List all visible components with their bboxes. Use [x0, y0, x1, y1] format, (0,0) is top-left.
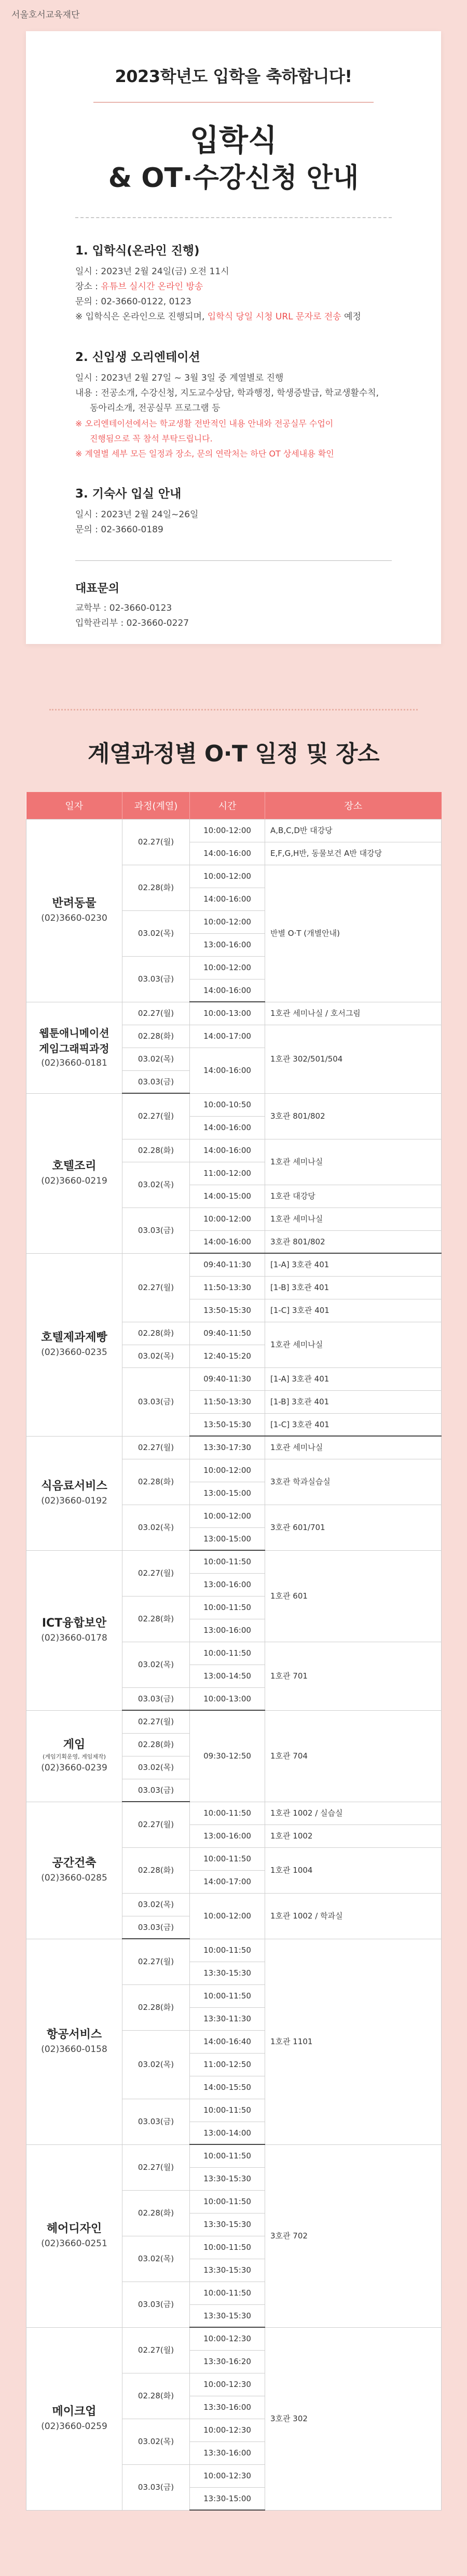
time-cell: 13:30-15:30: [190, 2213, 265, 2236]
time-cell: 10:00-11:50: [190, 2144, 265, 2167]
date-cell: 02.27(월): [122, 1939, 190, 1984]
time-cell: 11:00-12:50: [190, 2053, 265, 2076]
dept-phone: (02)3660-0219: [41, 1176, 107, 1186]
table-row: [26, 1002, 442, 1025]
time-cell: 10:00-12:00: [190, 1505, 265, 1527]
date-cell: 03.03(금): [122, 1070, 190, 1093]
schedule-table-wrap: [26, 792, 441, 2511]
time-cell: 14:00-15:00: [190, 1185, 265, 1208]
table-row: [26, 1436, 442, 1459]
date-cell: 03.03(금): [122, 2464, 190, 2510]
dept-name: 게임: [63, 1738, 86, 1751]
dept-phone: (02)3660-0178: [41, 1633, 107, 1643]
table-body: [26, 819, 442, 2510]
place-cell: 3호관 801/802: [265, 1093, 442, 1139]
date-cell: 02.27(월): [122, 2327, 190, 2373]
place-cell: [1-A] 3호관 401: [265, 1367, 442, 1390]
date-cell: 03.02(목): [122, 1162, 190, 1208]
time-cell: 10:00-11:50: [190, 1939, 265, 1962]
dept-cell: [26, 1436, 122, 1550]
place-cell: 1호관 1002 / 실습실: [265, 1802, 442, 1824]
dept-phone: (02)3660-0259: [41, 2421, 107, 2432]
dept-cell: [26, 1710, 122, 1802]
place-cell: 1호관 302/501/504: [265, 1025, 442, 1093]
section-heading: 3. 기숙사 입실 안내: [75, 487, 182, 501]
time-cell: 13:00-14:50: [190, 1665, 265, 1687]
date-cell: 02.27(월): [122, 819, 190, 865]
dept-cell: [26, 2327, 122, 2510]
date-cell: 02.28(화): [122, 2373, 190, 2419]
time-cell: 10:00-11:50: [190, 2282, 265, 2304]
date-cell: 02.27(월): [122, 2144, 190, 2190]
dept-cell: [26, 1802, 122, 1939]
note-prefix: ※ 입학식은 온라인으로 진행되며,: [75, 311, 208, 322]
place-cell: A,B,C,D반 대강당: [265, 819, 442, 842]
time-cell: 13:00-15:00: [190, 1482, 265, 1505]
date-cell: 03.02(목): [122, 1345, 190, 1367]
time-cell: 10:00-11:50: [190, 2190, 265, 2213]
time-cell: 11:00-12:00: [190, 1162, 265, 1185]
date-cell: 03.02(목): [122, 1756, 190, 1779]
section-orientation: [75, 347, 392, 461]
date-cell: 03.03(금): [122, 1208, 190, 1253]
dept-phone: (02)3660-0158: [41, 2044, 107, 2055]
date-cell: 02.28(화): [122, 1025, 190, 1048]
dept-name: 식음료서비스: [41, 1480, 107, 1493]
date-cell: 02.28(화): [122, 1596, 190, 1642]
place-cell: [1-A] 3호관 401: [265, 1253, 442, 1276]
time-cell: 10:00-11:50: [190, 1596, 265, 1619]
dept-name: 웹툰애니메이션: [39, 1027, 109, 1039]
dept-name: 반려동물: [52, 897, 97, 910]
dept-name: 공간건축: [52, 1857, 97, 1870]
table-row: [26, 1253, 442, 1276]
time-cell: 13:00-15:00: [190, 1527, 265, 1550]
date-cell: 02.28(화): [122, 1139, 190, 1162]
time-cell: 10:00-11:50: [190, 2099, 265, 2122]
section-heading: 1. 입학식(온라인 진행): [75, 244, 200, 258]
place-cell: [1-B] 3호관 401: [265, 1390, 442, 1413]
time-cell: 13:30-15:30: [190, 2259, 265, 2282]
table-row: [26, 819, 442, 842]
time-cell: 13:00-16:00: [190, 1619, 265, 1642]
date-cell: 03.03(금): [122, 1916, 190, 1939]
dept-name: 호텔제과제빵: [41, 1331, 107, 1344]
dept-cell: [26, 1253, 122, 1436]
time-cell: 13:30-15:30: [190, 1962, 265, 1984]
date-cell: 02.28(화): [122, 865, 190, 910]
place-cell: 1호관 1004: [265, 1847, 442, 1893]
orientation-content: 내용 : 전공소개, 수강신청, 지도교수상담, 학과행정, 학생증발급, 학교생활수칙,: [75, 387, 379, 398]
date-cell: 02.27(월): [122, 1253, 190, 1322]
time-cell: 13:30-16:00: [190, 2396, 265, 2419]
place-cell: 1호관 대강당: [265, 1185, 442, 1208]
place-prefix: 장소 :: [75, 281, 101, 292]
time-cell: 10:00-11:50: [190, 1984, 265, 2007]
header-date: 과정(계열): [122, 792, 190, 819]
time-cell: 10:00-11:50: [190, 1642, 265, 1665]
time-cell: 10:00-12:00: [190, 956, 265, 979]
place-cell: 1호관 세미나실: [265, 1322, 442, 1367]
time-cell: 10:00-12:00: [190, 1208, 265, 1230]
time-cell: 13:50-15:30: [190, 1299, 265, 1322]
note-suffix: 예정: [341, 311, 361, 322]
dorm-date: 일시 : 2023년 2월 24일~26일: [75, 509, 199, 520]
time-cell: 10:00-12:00: [190, 910, 265, 933]
dept-cell: [26, 1939, 122, 2144]
congrats-heading: 2023학년도 입학을 축하합니다!: [115, 66, 352, 86]
time-cell: 09:30-12:50: [190, 1710, 265, 1802]
place-cell: 1호관 701: [265, 1642, 442, 1710]
dept-cell: [26, 2144, 122, 2327]
time-cell: 13:00-16:00: [190, 933, 265, 956]
date-cell: 02.27(월): [122, 1802, 190, 1847]
time-cell: 13:00-14:00: [190, 2122, 265, 2144]
place-cell: [1-C] 3호관 401: [265, 1299, 442, 1322]
time-cell: 10:00-11:50: [190, 1802, 265, 1824]
dept-name-line2: 게임그래픽과정: [39, 1042, 109, 1055]
time-cell: 10:00-12:00: [190, 1459, 265, 1482]
date-cell: 03.03(금): [122, 1779, 190, 1802]
date-cell: 03.02(목): [122, 2419, 190, 2464]
date-cell: 02.28(화): [122, 1847, 190, 1893]
notice-card: [26, 31, 441, 644]
table-row: [26, 2327, 442, 2350]
dept-name: ICT융합보안: [42, 1617, 107, 1630]
dept-cell: [26, 1550, 122, 1710]
date-cell: 02.27(월): [122, 1710, 190, 1733]
dept-phone: (02)3660-0230: [41, 913, 107, 923]
brand-label: 서울호서교육재단: [11, 10, 80, 20]
date-cell: 03.02(목): [122, 2236, 190, 2282]
time-cell: 09:40-11:30: [190, 1367, 265, 1390]
table-header-row: [26, 792, 442, 819]
time-cell: 13:30-15:30: [190, 2304, 265, 2327]
time-cell: 14:00-16:00: [190, 888, 265, 910]
date-cell: 03.02(목): [122, 1893, 190, 1916]
dept-name: 호텔조리: [52, 1160, 97, 1173]
place-cell: 3호관 302: [265, 2327, 442, 2510]
time-cell: 10:00-10:50: [190, 1093, 265, 1116]
time-cell: 09:40-11:30: [190, 1253, 265, 1276]
dorm-inquiry: 문의 : 02-3660-0189: [75, 524, 163, 535]
date-cell: 03.03(금): [122, 2099, 190, 2144]
section-dormitory: [75, 484, 392, 538]
section-heading: 2. 신입생 오리엔테이션: [75, 350, 200, 364]
time-cell: 14:00-16:00: [190, 979, 265, 1002]
date-cell: 02.27(월): [122, 1002, 190, 1025]
time-cell: 13:50-15:30: [190, 1413, 265, 1436]
orientation-note: ※ 오리엔테이션에서는 학교생활 전반적인 내용 안내와 전공실무 수업이: [75, 418, 334, 428]
main-title-line1: 입학식: [189, 123, 278, 158]
place-cell: E,F,G,H반, 동물보건 A반 대강당: [265, 842, 442, 865]
place-cell: 1호관 601: [265, 1550, 442, 1642]
time-cell: 09:40-11:50: [190, 1322, 265, 1345]
table-row: [26, 1802, 442, 1824]
divider: [93, 102, 374, 103]
dept-phone: (02)3660-0285: [41, 1873, 107, 1883]
time-cell: 10:00-11:50: [190, 1550, 265, 1573]
contact-line: 입학관리부 : 02-3660-0227: [75, 618, 189, 628]
dept-name: 항공서비스: [46, 2028, 102, 2041]
time-cell: 13:30-11:30: [190, 2007, 265, 2030]
place-cell: [1-C] 3호관 401: [265, 1413, 442, 1436]
date-cell: 03.02(목): [122, 1642, 190, 1687]
date-cell: 03.03(금): [122, 956, 190, 1002]
place-cell: 1호관 704: [265, 1710, 442, 1802]
time-cell: 12:40-15:20: [190, 1345, 265, 1367]
schedule-title: 계열과정별 O·T 일정 및 장소: [88, 741, 379, 767]
dashed-divider: [75, 217, 392, 218]
date-cell: 02.27(월): [122, 1436, 190, 1459]
contact-heading: 대표문의: [75, 582, 120, 595]
time-cell: 14:00-16:40: [190, 2030, 265, 2053]
time-cell: 10:00-12:30: [190, 2419, 265, 2441]
time-cell: 14:00-17:00: [190, 1870, 265, 1893]
time-cell: 10:00-12:00: [190, 865, 265, 888]
date-cell: 02.28(화): [122, 1459, 190, 1505]
date-cell: 03.03(금): [122, 1367, 190, 1436]
dept-name: 메이크업: [52, 2405, 97, 2418]
dept-phone: (02)3660-0192: [41, 1496, 107, 1506]
table-row: [26, 1093, 442, 1116]
table-row: [26, 2144, 442, 2167]
time-cell: 10:00-12:00: [190, 1893, 265, 1939]
place-cell: 1호관 세미나실 / 호서그림: [265, 1002, 442, 1025]
section-entrance-ceremony: [75, 241, 392, 325]
date-cell: 02.28(화): [122, 2190, 190, 2236]
place-cell: 1호관 1002: [265, 1824, 442, 1847]
ceremony-date: 일시 : 2023년 2월 24일(금) 오전 11시: [75, 266, 229, 277]
time-cell: 14:00-16:00: [190, 1139, 265, 1162]
dept-name: 헤어디자인: [46, 2222, 102, 2235]
place-cell: 1호관 1002 / 학과실: [265, 1893, 442, 1939]
time-cell: 10:00-13:00: [190, 1002, 265, 1025]
date-cell: 02.28(화): [122, 1322, 190, 1345]
dept-phone: (02)3660-0235: [41, 1347, 107, 1358]
contact-line: 교학부 : 02-3660-0123: [75, 602, 172, 613]
time-cell: 10:00-11:50: [190, 1847, 265, 1870]
date-cell: 02.27(월): [122, 1550, 190, 1596]
place-cell: 3호관 801/802: [265, 1230, 442, 1253]
time-cell: 14:00-16:00: [190, 842, 265, 865]
time-cell: 10:00-12:30: [190, 2464, 265, 2487]
orientation-date: 일시 : 2023년 2월 27일 ~ 3월 3일 중 계열별로 진행: [75, 372, 284, 383]
table-row: [26, 1550, 442, 1573]
note-highlight: 입학식 당일 시청 URL 문자로 전송: [207, 311, 341, 322]
date-cell: 02.28(화): [122, 1733, 190, 1756]
time-cell: 14:00-15:50: [190, 2076, 265, 2099]
time-cell: 14:00-16:00: [190, 1048, 265, 1093]
date-cell: 03.02(목): [122, 1048, 190, 1070]
main-title-line2: & OT·수강신청 안내: [108, 162, 359, 194]
ceremony-inquiry: 문의 : 02-3660-0122, 0123: [75, 296, 191, 307]
date-cell: 03.03(금): [122, 2282, 190, 2327]
time-cell: 10:00-12:30: [190, 2373, 265, 2396]
dept-cell: [26, 1002, 122, 1093]
time-cell: 10:00-12:30: [190, 2327, 265, 2350]
dept-phone: (02)3660-0239: [41, 1763, 107, 1773]
table-row: [26, 1939, 442, 1962]
dept-cell: [26, 819, 122, 1002]
dept-phone: (02)3660-0181: [41, 1058, 107, 1068]
date-cell: 03.03(금): [122, 1687, 190, 1710]
place-highlight: 유튜브 실시간 온라인 방송: [101, 281, 203, 292]
time-cell: 14:00-17:00: [190, 1025, 265, 1048]
time-cell: 13:00-16:00: [190, 1824, 265, 1847]
table-row: [26, 1710, 442, 1733]
divider: [75, 560, 392, 561]
place-cell: 반별 O·T (개별안내): [265, 865, 442, 1002]
place-cell: 1호관 1101: [265, 1939, 442, 2144]
dept-cell: [26, 1093, 122, 1253]
time-cell: 13:00-16:00: [190, 1573, 265, 1596]
time-cell: 11:50-13:30: [190, 1390, 265, 1413]
time-cell: 10:00-13:00: [190, 1687, 265, 1710]
schedule-table: [26, 792, 442, 2511]
dotted-divider: [49, 709, 418, 710]
place-cell: 1호관 세미나실: [265, 1436, 442, 1459]
place-cell: 3호관 702: [265, 2144, 442, 2327]
time-cell: 14:00-16:00: [190, 1230, 265, 1253]
ceremony-place: [75, 279, 392, 294]
date-cell: 02.27(월): [122, 1093, 190, 1139]
date-cell: 02.28(화): [122, 1984, 190, 2030]
time-cell: 13:30-17:30: [190, 1436, 265, 1459]
time-cell: 10:00-11:50: [190, 2236, 265, 2259]
header-dept: 일자: [26, 792, 122, 819]
date-cell: 03.02(목): [122, 1505, 190, 1550]
time-cell: 13:30-15:00: [190, 2487, 265, 2510]
header-place: 장소: [265, 792, 442, 819]
orientation-note-cont: 진행됨으로 꼭 참석 부탁드립니다.: [90, 433, 213, 444]
dept-phone: (02)3660-0251: [41, 2238, 107, 2249]
place-cell: 3호관 학과실습실: [265, 1459, 442, 1505]
orientation-note-2: ※ 계열별 세부 모든 일정과 장소, 문의 연락처는 하단 OT 상세내용 확인: [75, 448, 334, 459]
date-cell: 03.02(목): [122, 2030, 190, 2099]
ceremony-note: [75, 310, 392, 325]
place-cell: [1-B] 3호관 401: [265, 1276, 442, 1299]
place-cell: 3호관 601/701: [265, 1505, 442, 1550]
time-cell: 13:30-15:30: [190, 2167, 265, 2190]
header-time: 시간: [190, 792, 265, 819]
place-cell: 1호관 세미나실: [265, 1208, 442, 1230]
dept-subtitle: (게임기획운영, 게임제작): [43, 1753, 106, 1760]
place-cell: 1호관 세미나실: [265, 1139, 442, 1185]
time-cell: 13:30-16:20: [190, 2350, 265, 2373]
time-cell: 13:30-16:00: [190, 2441, 265, 2464]
time-cell: 14:00-16:00: [190, 1116, 265, 1139]
orientation-content-cont: 동아리소개, 전공실무 프로그램 등: [90, 403, 221, 413]
time-cell: 10:00-12:00: [190, 819, 265, 842]
time-cell: 11:50-13:30: [190, 1276, 265, 1299]
date-cell: 03.02(목): [122, 910, 190, 956]
